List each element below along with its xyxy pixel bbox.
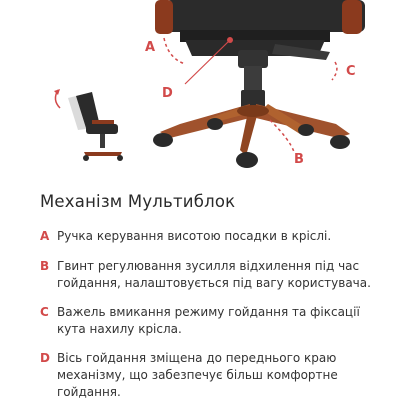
feature-text: Важель вмикання режиму гойдання та фіксації кута нахилу крісла. bbox=[57, 305, 360, 336]
callout-label-b: B bbox=[294, 152, 304, 167]
feature-text: Гвинт регулювання зусилля відхилення під час гойдання, налаштовується під вагу користувача. bbox=[57, 259, 371, 290]
callout-d-dot bbox=[227, 37, 233, 43]
callout-label-a: A bbox=[145, 40, 156, 55]
gas-lift bbox=[241, 66, 265, 110]
feature-item-a bbox=[40, 228, 380, 245]
callout-c-arc bbox=[332, 62, 337, 80]
callout-label-d: D bbox=[162, 86, 173, 101]
feature-item-c bbox=[40, 304, 380, 338]
callout-label-c: C bbox=[346, 64, 356, 79]
feature-letter: A bbox=[40, 229, 50, 243]
feature-text: Вісь гойдання зміщена до переднього краю механізму, що забезпечує більш комфортне гойдання. bbox=[57, 351, 338, 399]
feature-letter: D bbox=[40, 351, 50, 365]
chair-mechanism-illustration bbox=[0, 0, 400, 180]
feature-letter: C bbox=[40, 305, 49, 319]
chair-seat bbox=[155, 0, 365, 42]
tilt-mechanism bbox=[185, 40, 330, 68]
feature-item-d bbox=[40, 350, 380, 401]
section-title: Механізм Мультиблок bbox=[40, 192, 236, 211]
side-view-chair-illustration bbox=[54, 89, 123, 161]
feature-text: Ручка керування висотою посадки в кріслі. bbox=[57, 229, 332, 243]
feature-letter: B bbox=[40, 259, 50, 273]
feature-item-b bbox=[40, 258, 380, 292]
wooden-base bbox=[160, 104, 350, 156]
